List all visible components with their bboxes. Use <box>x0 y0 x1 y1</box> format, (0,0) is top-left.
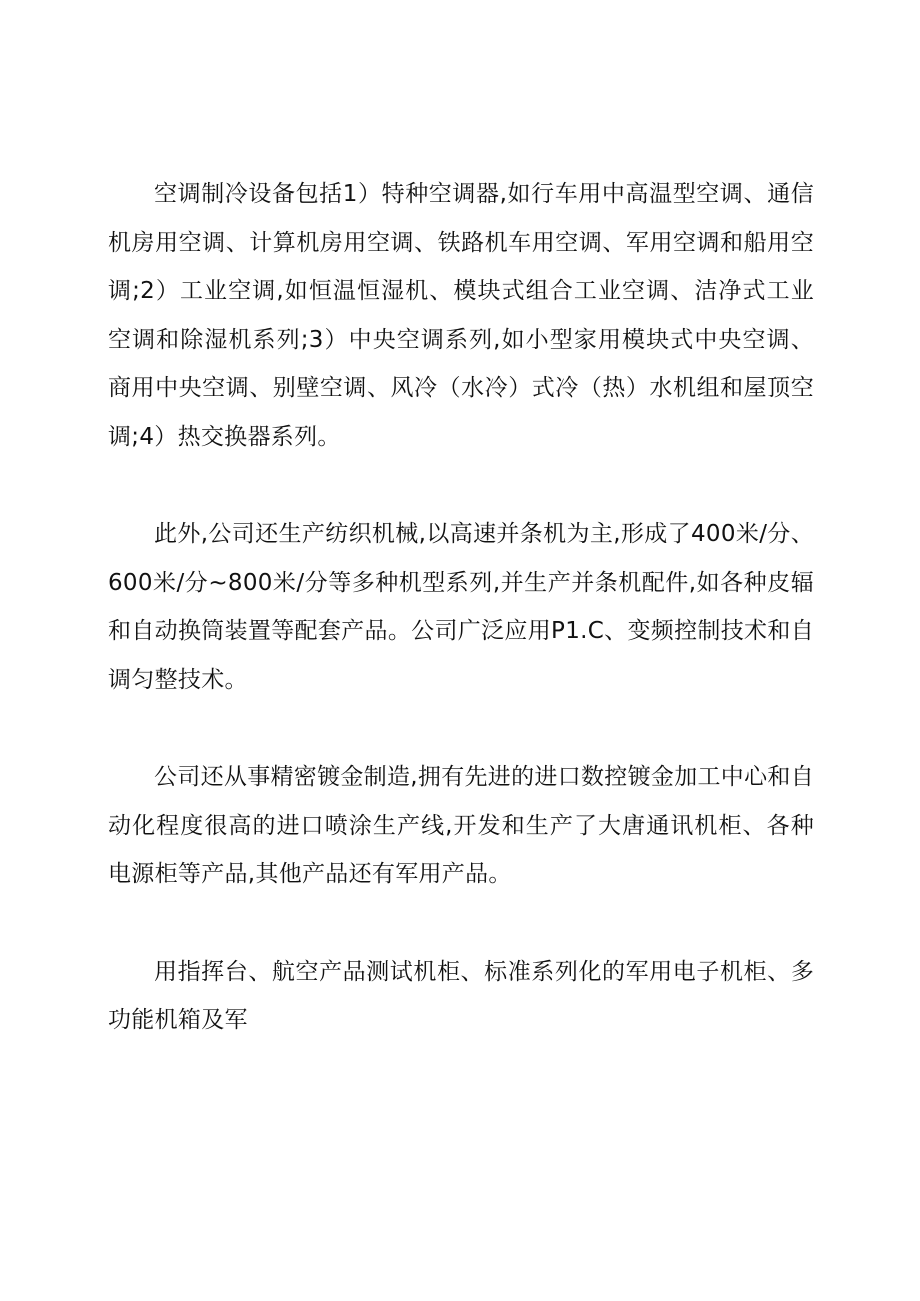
paragraph-precision-manufacturing: 公司还从事精密镀金制造,拥有先进的进口数控镀金加工中心和自动化程度很高的进口喷涂生产线,开发和生产了大唐通讯机柜、各种电源柜等产品,其他产品还有军用产品。 <box>108 764 815 888</box>
document-body <box>108 170 814 1045</box>
paragraph-textile-machinery: 此外,公司还生产纺织机械,以高速并条机为主,形成了400米/分、600米/分~800米/分等多种机型系列,并生产并条机配件,如各种皮辐和自动换筒装置等配套产品。公司广泛应用P1.C、变频控制技术和自调匀整技术。 <box>108 521 814 693</box>
paragraph-hvac-equipment: 空调制冷设备包括1）特种空调器,如行车用中高温型空调、通信机房用空调、计算机房用空调、铁路机车用空调、军用空调和船用空调;2）工业空调,如恒温恒湿机、模块式组合工业空调、洁净式工业空调和除湿机系列;3）中央空调系列,如小型家用模块式中央空调、商用中央空调、别壁空调、风冷（水冷）式冷（热）水机组和屋顶空调;4）热交换器系列。 <box>108 181 814 450</box>
paragraph-military-products: 用指挥台、航空产品测试机柜、标准系列化的军用电子机柜、多功能机箱及军 <box>108 958 814 1034</box>
